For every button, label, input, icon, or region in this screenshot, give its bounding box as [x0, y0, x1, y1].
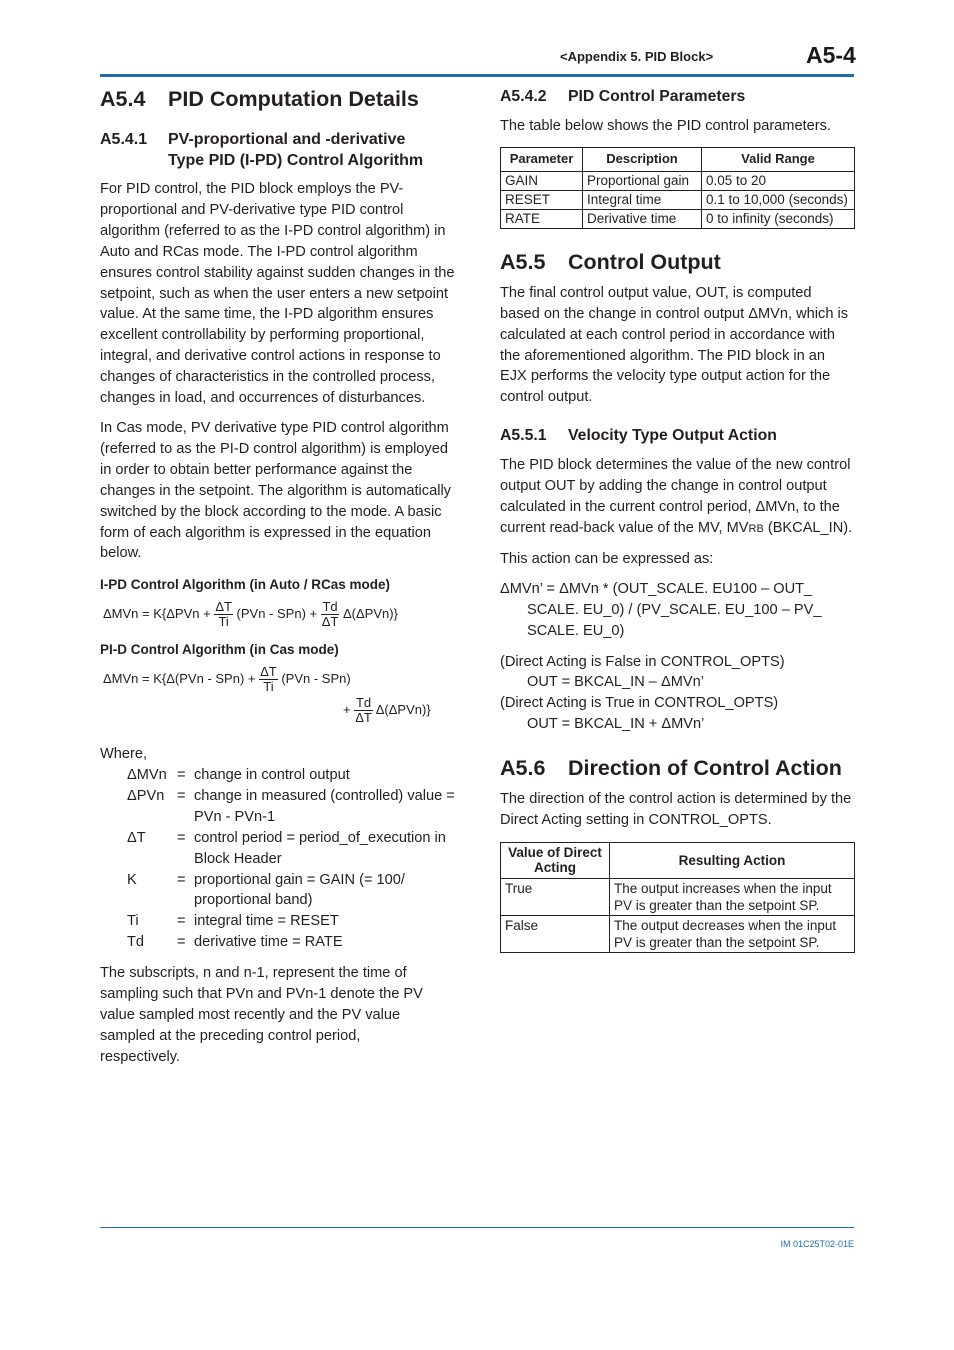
- column-header: Parameter: [501, 147, 583, 171]
- pid-parameter-table: [500, 147, 855, 229]
- subsection-heading-a541: A5.4.1 PV-proportional and -derivative Type PID (I-PD) Control Algorithm: [100, 131, 424, 169]
- table-cell: False: [501, 915, 610, 952]
- running-header: <Appendix 5. PID Block>: [560, 49, 714, 64]
- table-cell: Derivative time: [583, 209, 702, 228]
- table-cell: The output increases when the input PV is greater than the setpoint SP.: [610, 878, 855, 915]
- table-cell: 0.05 to 20: [702, 171, 855, 190]
- table-row: [501, 878, 855, 915]
- table-cell: Integral time: [583, 190, 702, 209]
- where-item: ΔMVn = change in control output: [127, 767, 350, 784]
- where-label: Where,: [100, 746, 148, 763]
- ipd-equation-heading: I-PD Control Algorithm (in Auto / RCas mode): [100, 577, 390, 593]
- section-heading-a54: A5.4 PID Computation Details: [100, 87, 419, 111]
- section-heading-a56: A5.6 Direction of Control Action: [500, 756, 842, 781]
- where-item: ΔPVn = change in measured (controlled) value = PVn - PVn-1: [127, 787, 455, 825]
- where-item: Ti = integral time = RESET: [127, 913, 339, 930]
- ipd-equation: ΔMVn = K{ΔPVn + $\frac{\Delta T}{Ti}$ (PVn - SPn) + $\frac{Td}{\Delta T}$ Δ(ΔPVn)}: [103, 599, 398, 630]
- document-id: IM 01C25T02-01E: [780, 1239, 854, 1249]
- subsection-heading-a551: A5.5.1 Velocity Type Output Action: [500, 427, 777, 445]
- paragraph-subscripts: The subscripts, n and n-1, represent the time of sampling such that PVn and PVn-1 denote the PV value sampled most recently and the PV value sampled at the preceding control period, respectively.: [100, 965, 423, 1065]
- paragraph-direction: The direction of the control action is determined by the Direct Acting setting in CONTROL_OPTS.: [500, 791, 852, 829]
- footer-rule: [100, 1227, 854, 1228]
- pid-equation-line2: + $\frac{Td}{\Delta T}$ Δ(ΔPVn)}: [343, 695, 431, 726]
- table-cell: Proportional gain: [583, 171, 702, 190]
- table-cell: RATE: [501, 209, 583, 228]
- paragraph-control-output: The final control output value, OUT, is computed based on the change in control output ΔMVn, which is calculated at each control period in accordance with the aforementioned algorithm. The PID block in an EJX performs the velocity type output action for the control output.: [500, 284, 849, 406]
- subsection-heading-a542: A5.4.2 PID Control Parameters: [500, 88, 746, 105]
- table-cell: 0.1 to 10,000 (seconds): [702, 190, 855, 209]
- table-cell: RESET: [501, 190, 583, 209]
- paragraph-expression-intro: This action can be expressed as:: [500, 550, 714, 567]
- paragraph-param-intro: The table below shows the PID control parameters.: [500, 118, 831, 134]
- table-cell: 0 to infinity (seconds): [702, 209, 855, 228]
- column-header: Description: [583, 147, 702, 171]
- paragraph-velocity-output: The PID block determines the value of the new control output OUT by adding the change in control output calculated in the current control period, ΔMVn, to the current read-back value of the MV, MVRB (BKCAL_IN).: [500, 457, 853, 536]
- where-item: K = proportional gain = GAIN (= 100/ proportional band): [127, 871, 405, 909]
- table-cell: True: [501, 878, 610, 915]
- table-row: [501, 915, 855, 952]
- left-column: [100, 86, 455, 1068]
- table-row: [501, 209, 855, 228]
- right-column: [500, 86, 855, 953]
- output-expression: ΔMVn’ = ΔMVn * (OUT_SCALE. EU100 – OUT_ SCALE. EU_0) / (PV_SCALE. EU_100 – PV_ SCALE. EU_0): [500, 580, 822, 639]
- pid-equation-line1: ΔMVn = K{Δ(PVn - SPn) + $\frac{\Delta T}{Ti}$ (PVn - SPn): [103, 664, 351, 695]
- pid-equation-heading: PI-D Control Algorithm (in Cas mode): [100, 642, 339, 658]
- paragraph-ipd-intro: For PID control, the PID block employs the PV-proportional and PV-derivative type PID control algorithm (referred to as the I-PD control algorithm) in Auto and RCas mode. The I-PD control algorithm ensures control stability against sudden changes in the setpoint, such as when the user enters a new setpoint value. At the same time, the I-PD algorithm ensures excellent controllability by performing proportional, integral, and derivative control actions in response to changes of characteristics in the controlled process, changes in load, and occurrences of disturbances.: [100, 181, 455, 407]
- direction-table: [500, 842, 855, 953]
- direct-acting-conditions: (Direct Acting is False in CONTROL_OPTS) OUT = BKCAL_IN – ΔMVn’ (Direct Acting is True in CONTROL_OPTS) OUT = BKCAL_IN + ΔMVn’: [500, 653, 785, 733]
- where-list: [100, 765, 455, 953]
- table-header-row: [501, 147, 855, 171]
- where-item: Td = derivative time = RATE: [127, 934, 343, 951]
- column-header: Resulting Action: [610, 842, 855, 878]
- where-item: ΔT = control period = period_of_execution in Block Header: [127, 829, 446, 867]
- page-number: A5-4: [806, 42, 856, 68]
- table-header-row: [501, 842, 855, 878]
- column-header: Valid Range: [702, 147, 855, 171]
- table-row: [501, 171, 855, 190]
- header-rule: [100, 74, 854, 77]
- table-row: [501, 190, 855, 209]
- table-cell: GAIN: [501, 171, 583, 190]
- table-cell: The output decreases when the input PV is greater than the setpoint SP.: [610, 915, 855, 952]
- paragraph-pid-intro: In Cas mode, PV derivative type PID control algorithm (referred to as the PI-D control algorithm) is employed in order to obtain better performance against the changes in the setpoint. The algorithm is automatically switched by the block according to the mode. A basic form of each algorithm is expressed in the equation below.: [100, 419, 451, 562]
- column-header: Value of Direct Acting: [501, 842, 610, 878]
- section-heading-a55: A5.5 Control Output: [500, 249, 721, 274]
